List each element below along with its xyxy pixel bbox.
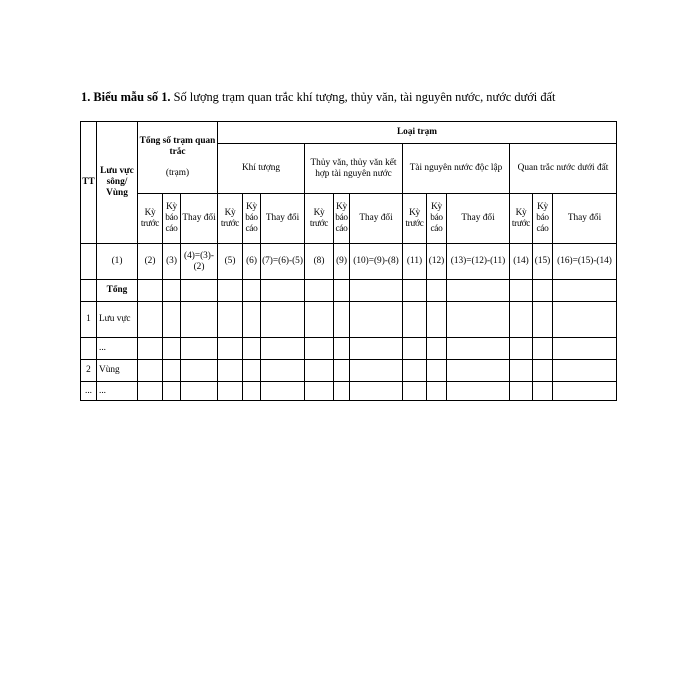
- data-cell: [218, 280, 243, 302]
- data-cell: [181, 280, 218, 302]
- data-cell: [243, 302, 261, 338]
- data-cell: [261, 360, 305, 382]
- data-cell: [334, 280, 350, 302]
- data-cell: [447, 360, 510, 382]
- data-cell: [243, 360, 261, 382]
- form-title-text: Số lượng trạm quan trắc khí tượng, thủy văn, tài nguyên nước, nước dưới đất: [170, 90, 556, 104]
- data-cell: [510, 338, 533, 360]
- row-tt-basin-more: [81, 338, 97, 360]
- data-cell: [447, 302, 510, 338]
- data-cell: [181, 382, 218, 401]
- data-cell: [163, 338, 181, 360]
- data-cell: [427, 302, 447, 338]
- col-number-13: (13)=(12)-(11): [447, 244, 510, 280]
- data-cell: [350, 382, 403, 401]
- data-cell: [553, 360, 617, 382]
- data-cell: [403, 382, 427, 401]
- col-number-2: (2): [138, 244, 163, 280]
- col-number-9: (9): [334, 244, 350, 280]
- data-cell: [403, 360, 427, 382]
- data-cell: [305, 338, 334, 360]
- row-tt-region: 2: [81, 360, 97, 382]
- table-row: [81, 280, 617, 302]
- data-cell: [163, 302, 181, 338]
- col-number-11: (11): [403, 244, 427, 280]
- header-meteo-change: Thay đổi: [261, 194, 305, 244]
- header-total-change: Thay đổi: [181, 194, 218, 244]
- header-water: Tài nguyên nước độc lập: [403, 144, 510, 194]
- data-cell: [533, 338, 553, 360]
- data-cell: [243, 280, 261, 302]
- header-total-report: Kỳ báo cáo: [163, 194, 181, 244]
- data-cell: [163, 360, 181, 382]
- data-cell: [138, 280, 163, 302]
- header-hydro-report: Kỳ báo cáo: [334, 194, 350, 244]
- data-cell: [403, 338, 427, 360]
- col-number-8: (8): [305, 244, 334, 280]
- header-total-unit: (trạm): [165, 168, 190, 179]
- data-cell: [218, 338, 243, 360]
- data-cell: [261, 338, 305, 360]
- header-water-change: Thay đổi: [447, 194, 510, 244]
- data-cell: [350, 302, 403, 338]
- data-cell: [533, 302, 553, 338]
- data-cell: [305, 360, 334, 382]
- col-number-14: (14): [510, 244, 533, 280]
- header-meteo-report: Kỳ báo cáo: [243, 194, 261, 244]
- row-label-total: Tổng: [97, 280, 138, 302]
- data-cell: [533, 280, 553, 302]
- data-cell: [138, 382, 163, 401]
- data-cell: [427, 338, 447, 360]
- col-number-tt: [81, 244, 97, 280]
- data-cell: [334, 360, 350, 382]
- data-cell: [334, 302, 350, 338]
- col-number-3: (3): [163, 244, 181, 280]
- data-cell: [350, 338, 403, 360]
- table-row: [81, 382, 617, 401]
- row-label-basin-more: ...: [97, 338, 138, 360]
- col-number-1: (1): [97, 244, 138, 280]
- data-cell: [181, 302, 218, 338]
- data-cell: [305, 382, 334, 401]
- data-cell: [261, 382, 305, 401]
- form-title-bold: 1. Biểu mẫu số 1.: [81, 90, 171, 104]
- data-cell: [305, 302, 334, 338]
- station-table: [80, 121, 617, 401]
- data-cell: [181, 338, 218, 360]
- data-cell: [427, 382, 447, 401]
- data-cell: [533, 360, 553, 382]
- data-cell: [510, 302, 533, 338]
- data-cell: [138, 360, 163, 382]
- data-cell: [447, 382, 510, 401]
- data-cell: [553, 382, 617, 401]
- header-station-type: Loại trạm: [218, 122, 617, 144]
- data-cell: [163, 382, 181, 401]
- data-cell: [243, 338, 261, 360]
- col-number-4: (4)=(3)-(2): [181, 244, 218, 280]
- data-cell: [427, 360, 447, 382]
- col-number-10: (10)=(9)-(8): [350, 244, 403, 280]
- data-cell: [553, 338, 617, 360]
- data-cell: [261, 280, 305, 302]
- header-hydro-prev: Kỳ trước: [305, 194, 334, 244]
- data-cell: [138, 338, 163, 360]
- header-ground-prev: Kỳ trước: [510, 194, 533, 244]
- data-cell: [218, 382, 243, 401]
- header-tt: TT: [81, 122, 97, 244]
- data-cell: [243, 382, 261, 401]
- data-cell: [447, 338, 510, 360]
- data-cell: [305, 280, 334, 302]
- header-total-prev: Kỳ trước: [138, 194, 163, 244]
- row-label-region: Vùng: [97, 360, 138, 382]
- header-hydro: Thủy văn, thủy văn kết hợp tài nguyên nước: [305, 144, 403, 194]
- header-meteo-prev: Kỳ trước: [218, 194, 243, 244]
- data-cell: [510, 382, 533, 401]
- data-cell: [510, 280, 533, 302]
- header-ground-report: Kỳ báo cáo: [533, 194, 553, 244]
- header-basin: Lưu vực sông/ Vùng: [97, 122, 138, 244]
- col-number-15: (15): [533, 244, 553, 280]
- data-cell: [403, 280, 427, 302]
- col-number-5: (5): [218, 244, 243, 280]
- data-cell: [261, 302, 305, 338]
- data-cell: [510, 360, 533, 382]
- data-cell: [350, 280, 403, 302]
- row-label-basin: Lưu vực: [97, 302, 138, 338]
- header-total: [138, 122, 218, 194]
- row-tt-region-more: ...: [81, 382, 97, 401]
- header-total-label: Tổng số trạm quan trắc: [139, 136, 216, 157]
- header-water-prev: Kỳ trước: [403, 194, 427, 244]
- data-cell: [181, 360, 218, 382]
- data-cell: [553, 302, 617, 338]
- data-cell: [427, 280, 447, 302]
- col-number-7: (7)=(6)-(5): [261, 244, 305, 280]
- row-tt-total: [81, 280, 97, 302]
- data-cell: [350, 360, 403, 382]
- data-cell: [334, 382, 350, 401]
- data-cell: [334, 338, 350, 360]
- data-cell: [403, 302, 427, 338]
- table-row: [81, 360, 617, 382]
- col-number-12: (12): [427, 244, 447, 280]
- header-ground-change: Thay đổi: [553, 194, 617, 244]
- data-cell: [553, 280, 617, 302]
- table-row: [81, 338, 617, 360]
- data-cell: [218, 302, 243, 338]
- form-title: [81, 89, 641, 105]
- header-hydro-change: Thay đổi: [350, 194, 403, 244]
- row-label-region-more: ...: [97, 382, 138, 401]
- table-row: [81, 302, 617, 338]
- data-cell: [163, 280, 181, 302]
- data-cell: [218, 360, 243, 382]
- col-number-16: (16)=(15)-(14): [553, 244, 617, 280]
- data-cell: [447, 280, 510, 302]
- header-ground: Quan trắc nước dưới đất: [510, 144, 617, 194]
- header-water-report: Kỳ báo cáo: [427, 194, 447, 244]
- header-meteo: Khí tượng: [218, 144, 305, 194]
- col-number-6: (6): [243, 244, 261, 280]
- data-cell: [533, 382, 553, 401]
- row-tt-basin: 1: [81, 302, 97, 338]
- data-cell: [138, 302, 163, 338]
